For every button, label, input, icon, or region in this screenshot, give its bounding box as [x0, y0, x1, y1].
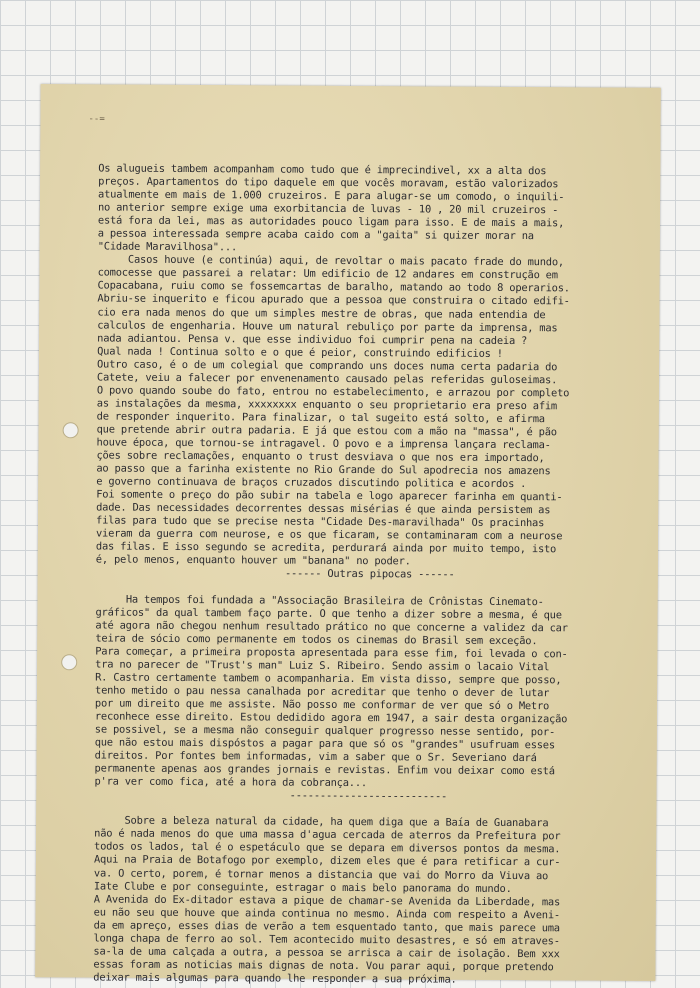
text-line: as instalações da mesma, xxxxxxxx enquanto o seu proprietario era preso afim: [96, 397, 558, 413]
text-line: Qual nada ! Continua solto e o que é peior, construindo edificios !: [97, 345, 503, 360]
text-line: "Cidade Maravilhosa"...: [97, 240, 238, 254]
punch-hole: [63, 422, 79, 438]
section-cidade: [93, 815, 642, 988]
text-line: O povo quando soube do fato, entrou no estabelecimento, e arrazou por completo: [96, 384, 570, 400]
text-line: até agora não chegou nenhum resultado prático no que concerne a validez da car: [95, 619, 568, 634]
text-line: deixar mais algumas para quando lhe responder a sua próxima.: [93, 971, 457, 986]
text-line: Iate Clube e por conseguinte, estragar o mais belo panorama do mundo.: [93, 880, 512, 895]
text-line: calculos de engenharia. Houve um natural rebuliço por parte da imprensa, mas: [97, 319, 558, 334]
section-separator: --------------------------: [289, 789, 448, 803]
text-line: por um direito que me assiste. Não posso me conformar de ver que só o Metro: [94, 697, 550, 713]
text-line: Catete, veiu a falecer por envenenamento causado pelas referidas guloseimas.: [96, 371, 558, 387]
text-line: Abriu-se inquerito e ficou apurado que a pessoa que construira o citado edifi-: [97, 292, 570, 308]
text-line: da em apreço, esses dias de verão a tem esquentado tanto, que mais parece uma: [93, 919, 560, 935]
text-line: p'ra ver como fica, até a hora da cobrança...: [94, 775, 368, 790]
text-line: Ha tempos foi fundada a "Associação Brasileira de Crônistas Cinemato-: [95, 593, 544, 608]
text-line: Foi somente o preço do pão subir na tabela e logo aparecer farinha em quanti-: [96, 488, 563, 504]
text-line: no anterior sempre exige uma exorbitancia de luvas - 10 , 20 mil cruzeiros -: [97, 201, 559, 217]
text-line: de responder inquerito. Para finalizar, o tal sugeito está solto, e afirma: [96, 410, 545, 426]
text-line: tra no parecer de "Trust's man" Luiz S. Ribeiro. Sendo assim o lacaio Vital: [95, 658, 550, 674]
text-line: das filas. E isso segundo se acredita, perdurará ainda por muito tempo, isto: [95, 540, 557, 556]
text-line: Casos houve (e continúa) aqui, de revoltar o mais pacato frade do mundo,: [97, 253, 564, 269]
punch-hole: [61, 654, 77, 670]
text-line: teira de sócio como permanente em todos os cinemas do Brasil sem exceção.: [95, 632, 538, 647]
section-heading-outras-pipocas: ------ Outras pipocas ------: [284, 568, 455, 582]
text-line: comocesse que passarei a relatar: Um edificio de 12 andares em construção em: [97, 266, 558, 282]
text-line: R. Castro certamente tambem o acompanharia. Em vista disso, sempre que posso,: [95, 671, 562, 687]
text-line: Sobre a beleza natural da cidade, ha quem diga que a Baía de Guanabara: [94, 814, 549, 830]
text-line: Outro caso, é o de um colegial que comprando uns doces numa certa padaria do: [96, 358, 558, 373]
text-line: dade. Das necessidades decorrentes dessas misérias é que ainda persistem as: [96, 501, 551, 517]
text-line: longa chapa de ferro ao sol. Tem acontecido muito desastres, e só em atraves-: [93, 932, 560, 948]
text-line: essas foram as noticias mais dignas de nota. Vou parar aqui, porque pretendo: [93, 958, 554, 974]
text-line: que não estou mais dispóstos a pagar para que só os "grandes" usufruam esses: [94, 736, 555, 752]
text-line: atualmente em mais de 1.000 cruzeiros. E para alugar-se um comodo, o inquili-: [98, 188, 565, 204]
text-line: a pessoa interessada sempre acaba caido com a "gaita" si quizer morar na: [97, 227, 534, 243]
text-line: gráficos" da qual tambem faço parte. O que tenho a dizer sobre a mesma, é que: [95, 606, 562, 621]
text-line: Copacabana, ruiu como se fossemcartas de baralho, matando ao todo 8 operarios.: [97, 279, 570, 295]
text-line: ao passo que a farinha existente no Rio Grande do Sul apodrecia nos amazens: [96, 462, 551, 478]
text-line: Os alugueis tambem acompanham como tudo que é imprecindivel, xx a alta dos: [98, 162, 547, 178]
text-line: tenho metido o pau nessa canalhada por acreditar que tenho o dever de lutar: [94, 684, 550, 700]
text-line: vieram da guerra com neurose, e os que ficaram, se contaminaram com a neurose: [95, 527, 563, 543]
text-line: é, pelo menos, enquanto houver um "banana" no poder.: [95, 553, 411, 568]
text-line: A Avenida do Ex-ditador estava a pique de chamar-se Avenida da Liberdade, mas: [93, 893, 561, 908]
text-line: que pretende abrir outra padaria. E já que estou com a mão na "massa", é pão: [96, 423, 557, 439]
text-line: não é nada menos do que uma massa d'agua cercada de aterros da Prefeitura por: [94, 827, 561, 843]
text-line: va. O certo, porem, é tornar menos a distancia que vai do Morro da Viuva ao: [93, 866, 549, 882]
text-line: direitos. Por fontes bem informadas, vim a saber que o Sr. Severiano dará: [94, 749, 537, 765]
text-line: se possivel, se a mesma não conseguir qualquer progresso nesse sentido, por-: [94, 723, 556, 739]
text-line: permanente apenas aos grandes jornais e revistas. Enfim vou deixar como está: [94, 762, 555, 778]
text-line: ções sobre reclamações, enquanto o trust desviava o que nos era importado,: [96, 449, 545, 465]
text-line: reconhece esse direito. Estou dedidido agora em 1947, a sair desta organização: [94, 710, 568, 726]
text-line: cio era nada menos do que um simples mestre de obras, que nada entendia de: [97, 305, 546, 321]
text-line: eu não seu que houve que ainda continua no mesmo. Ainda com respeito a Aveni-: [93, 906, 561, 921]
section-alugueis: [96, 162, 646, 570]
text-line: sa-la de uma calçada a outra, a pessoa se arrisca a cair de isolação. Bem xxx: [93, 945, 560, 961]
text-line: Aqui na Praia de Botafogo por exemplo, dizem eles que é para retificar a cur-: [93, 853, 561, 869]
text-line: nada adiantou. Pensa v. que esse individuo foi cumprir pena na cadeia ?: [97, 332, 528, 347]
text-line: está fora da lei, mas as autoridades pouco ligam para isso. E de mais a mais,: [97, 214, 565, 230]
text-line: todos os lados, tal é o espetáculo que se depara em diversos pontos da mesma.: [94, 840, 561, 856]
text-line: e governo continuava de braços cruzados discutindo politica e acordos .: [96, 475, 527, 491]
letter-body: [93, 162, 646, 987]
text-line: Para começar, a primeira proposta apresentada para esse fim, foi levada o con-: [95, 645, 568, 661]
section-cronistas: [94, 593, 643, 792]
text-line: houve época, que tornou-se intragavel. O povo e a imprensa lançara reclama-: [96, 436, 551, 452]
text-line: preços. Apartamentos do tipo daquele em que vocês moravam, estão valorizados: [98, 175, 559, 191]
corner-mark: --=: [88, 114, 105, 125]
text-line: filas para tudo que se precise nesta "Cidade Des-maravilhada" Os pracinhas: [96, 514, 545, 530]
typewritten-letter-page: [35, 84, 660, 986]
